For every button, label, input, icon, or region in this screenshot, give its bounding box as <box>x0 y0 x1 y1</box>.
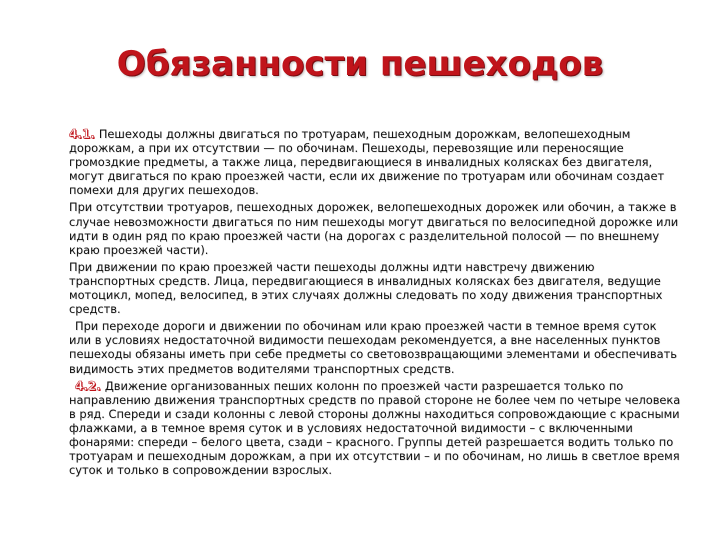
paragraph-text: При отсутствии тротуаров, пешеходных дорожек, велопешеходных дорожек или обочин, а также в случае невозможности двигаться по ним пешеходы могут двигаться по велосипедной дорожке или идти в один ряд по краю проезжей части (на дорогах с разделительной полосой — по внешнему краю проезжей части). <box>69 200 679 257</box>
paragraph-4-2 <box>69 379 681 478</box>
paragraph-no-sidewalk <box>69 200 681 256</box>
clause-number: 4.1. <box>69 127 95 141</box>
paragraph-text: При движении по краю проезжей части пешеходы должны идти навстречу движению транспортных средств. Лица, передвигающиеся в инвалидных колясках без двигателя, ведущие мотоцикл, мопед, велосипед, в этих случаях должны следовать по ходу движения транспортных средств. <box>69 259 663 317</box>
paragraph-visibility <box>69 319 681 375</box>
paragraph-text: Движение организованных пеших колонн по проезжей части разрешается только по направлению движения транспортных средств по правой стороне не более чем по четыре человека в ряд. Спереди и сзади колонны с левой стороны должны находиться сопровождающие с красными флажками, а в темное время суток и в условиях недостаточной видимости – с включенными фонарями: спереди – белого цвета, сзади – красного. Группы детей разрешается водить только по тротуарам и пешеходным дорожкам, а при их отсутствии – и по обочинам, но лишь в светлое время суток и только в сопровождении взрослых. <box>69 378 681 478</box>
clause-number: 4.2. <box>75 378 101 393</box>
paragraph-road-edge <box>69 260 681 316</box>
slide-body <box>69 127 681 480</box>
paragraph-4-1 <box>69 127 681 197</box>
paragraph-text: При переходе дороги и движении по обочинам или краю проезжей части в темное время суток или в условиях недостаточной видимости пешеходам рекомендуется, а вне населенных пунктов пешеходы обязаны иметь при себе предметы со световозвращающими элементами и обеспечивать видимость этих предметов водителями транспортных средств. <box>69 319 677 376</box>
paragraph-text: Пешеходы должны двигаться по тротуарам, пешеходным дорожкам, велопешеходным дорожкам, а при их отсутствии — по обочинам. Пешеходы, перевозящие или переносящие громоздкие предметы, а также лица, передвигающиеся в инвалидных колясках без двигателя, могут двигаться по краю проезжей части, если их движение по тротуарам или обочинам создает помехи для других пешеходов. <box>69 127 665 198</box>
slide-title: Обязанности пешеходов <box>116 44 604 84</box>
